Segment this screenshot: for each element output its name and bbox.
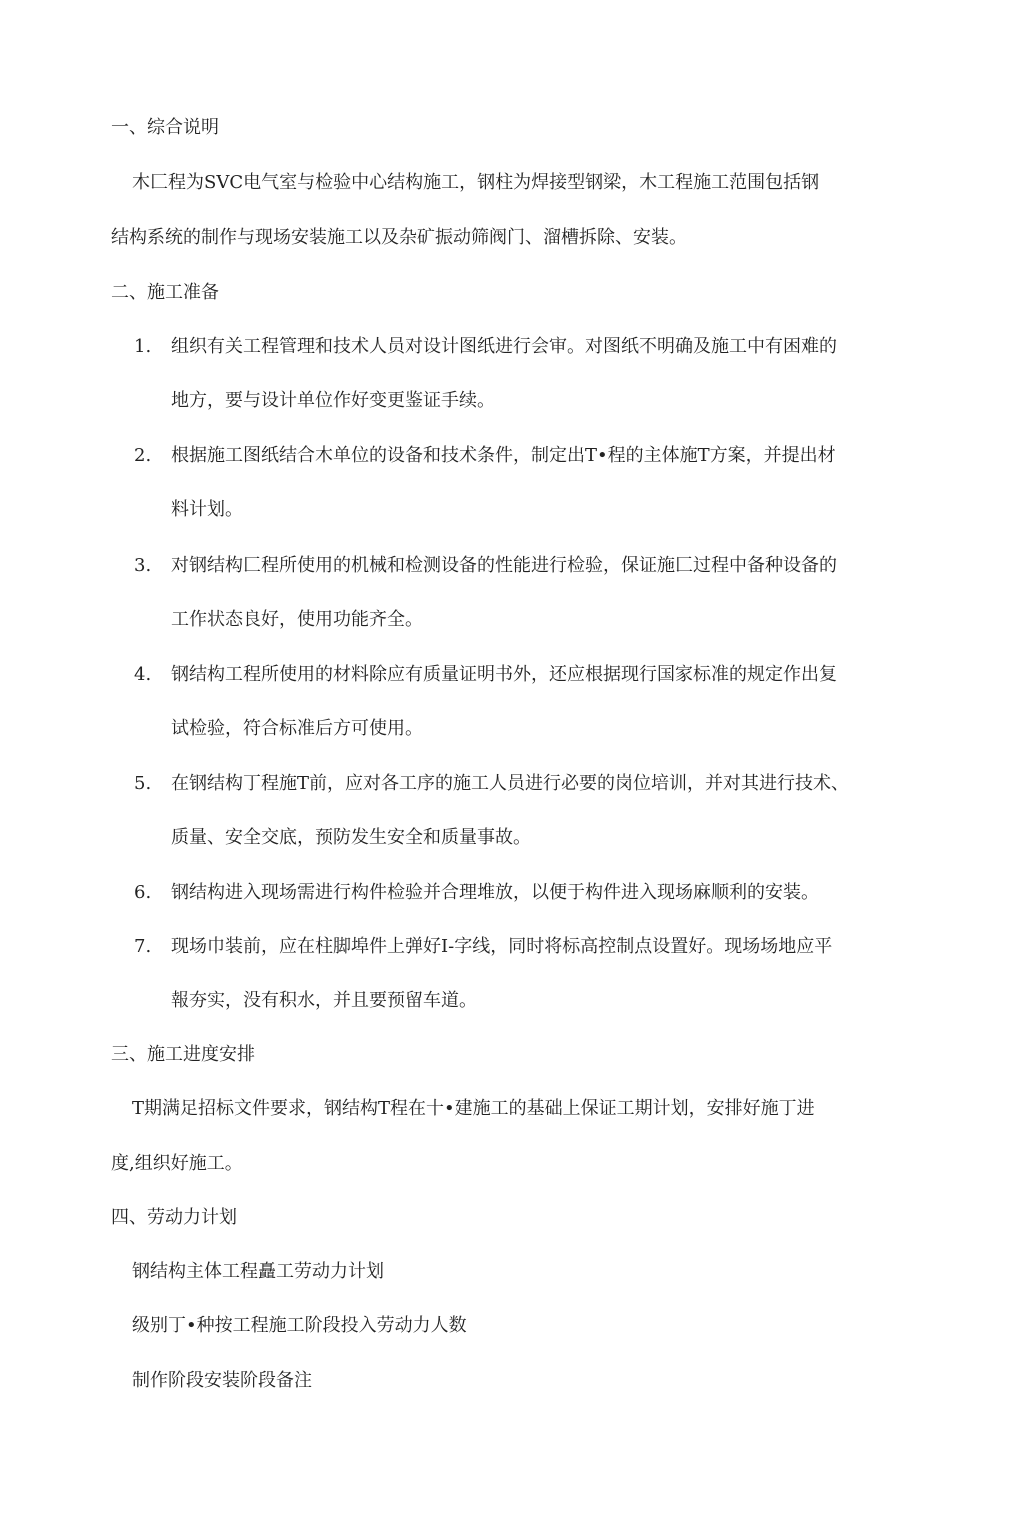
list-item-number: 7. <box>134 936 152 957</box>
list-item-text: 料计划。 <box>171 499 243 520</box>
labor-plan-line: 钢结构主体工程矗工劳动力计划 <box>132 1261 384 1282</box>
list-item-text: 钢结构工程所使用的材料除应有质量证明书外，还应根据现行国家标准的规定作出复 <box>171 664 837 685</box>
section-heading-preparation: 二、施工准备 <box>111 282 219 303</box>
list-item-text: 钢结构进入现场需进行构件检验并合理堆放，以便于构件进入现场麻顺利的安装。 <box>171 882 819 903</box>
list-item-text: 根据施工图纸结合木单位的设备和技术条件，制定出T•程的主体施T方案，并提出材 <box>171 445 836 466</box>
list-item-text: 现场巾装前，应在柱脚埠件上弹好I-字线，同时将标高控制点设置好。现场场地应平 <box>171 936 833 957</box>
labor-plan-line: 制作阶段安装阶段备注 <box>132 1370 312 1391</box>
paragraph-line: 结构系统的制作与现场安装施工以及杂矿振动筛阀门、溜槽拆除、安装。 <box>111 227 687 248</box>
list-item-text: 工作状态良好，使用功能齐全。 <box>171 609 423 630</box>
list-item-text: 報夯实，没有积水，并且要预留车道。 <box>171 990 477 1011</box>
section-heading-schedule: 三、施工进度安排 <box>111 1044 255 1065</box>
paragraph-line: 度,组织好施工。 <box>111 1153 243 1174</box>
list-item-text: 试检验，符合标准后方可使用。 <box>171 718 423 739</box>
paragraph-line: T期满足招标文件要求，钢结构T程在十•建施工的基础上保证工期计划，安排好施丁进 <box>132 1098 815 1119</box>
labor-plan-line: 级别丁•种按工程施工阶段投入劳动力人数 <box>132 1315 467 1336</box>
list-item-text: 对钢结构匚程所使用的机械和检测设备的性能进行检验，保证施匚过程中备种设备的 <box>171 555 837 576</box>
list-item-number: 1. <box>134 336 152 357</box>
list-item-number: 5. <box>134 773 152 794</box>
list-item-text: 在钢结构丁程施T前，应对各工序的施工人员进行必要的岗位培训，并对其进行技术、 <box>171 773 850 794</box>
section-heading-general: 一、综合说明 <box>111 117 219 138</box>
section-heading-labor: 四、劳动力计划 <box>111 1207 237 1228</box>
list-item-number: 3. <box>134 555 152 576</box>
paragraph-line: 木匚程为SVC电气室与检验中心结构施工，钢柱为焊接型钢梁，木工程施工范围包括钢 <box>132 172 820 193</box>
list-item-text: 组织有关工程管理和技术人员对设计图纸进行会审。对图纸不明确及施工中有困难的 <box>171 336 837 357</box>
list-item-text: 质量、安全交底，预防发生安全和质量事故。 <box>171 827 531 848</box>
list-item-number: 2. <box>134 445 152 466</box>
list-item-number: 6. <box>134 882 152 903</box>
list-item-text: 地方，要与设计单位作好变更鉴证手续。 <box>171 390 495 411</box>
list-item-number: 4. <box>134 664 152 685</box>
